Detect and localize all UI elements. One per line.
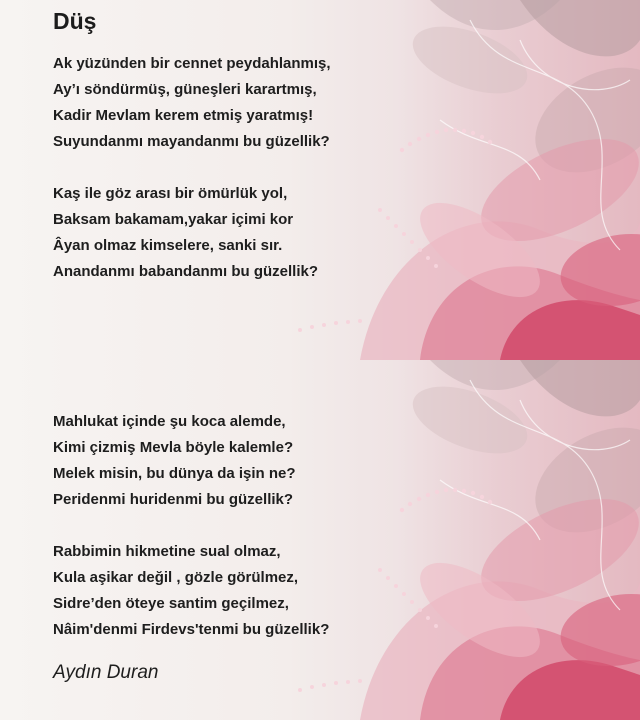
stanza-1 [53, 51, 331, 155]
poem-line: Kadir Mevlam kerem etmiş yaratmış! [53, 107, 314, 124]
poem-line: Peridenmi huridenmi bu güzellik? [53, 491, 294, 508]
poem-author: Aydın Duran [53, 662, 159, 683]
poem-line: Kaş ile göz arası bir ömürlük yol, [53, 185, 288, 202]
poem-line: Âyan olmaz kimselere, sanki sır. [53, 237, 283, 254]
poem-line: Anandanmı babandanmı bu güzellik? [53, 263, 319, 280]
poem-line: Kimi çizmiş Mevla böyle kalemle? [53, 439, 294, 456]
poem-line: Baksam bakamam,yakar içimi kor [53, 211, 294, 228]
poem-line: Ak yüzünden bir cennet peydahlanmış, [53, 55, 331, 72]
poem-line: Ay’ı söndürmüş, güneşleri karartmış, [53, 81, 317, 98]
poem-line: Mahlukat içinde şu koca alemde, [53, 413, 286, 430]
poem-line: Rabbimin hikmetine sual olmaz, [53, 543, 281, 560]
poem-title: Düş [53, 8, 97, 34]
stanza-2 [53, 181, 318, 285]
stanza-4 [53, 539, 329, 643]
poem-line: Kula aşikar değil , gözle görülmez, [53, 569, 299, 586]
stanza-3 [53, 409, 296, 513]
poem-line: Melek misin, bu dünya da işin ne? [53, 465, 296, 482]
poem-line: Sidre’den öteye santim geçilmez, [53, 595, 289, 612]
poem-line: Nâim'denmi Firdevs'tenmi bu güzellik? [53, 621, 330, 638]
poem-line: Suyundanmı mayandanmı bu güzellik? [53, 133, 330, 150]
